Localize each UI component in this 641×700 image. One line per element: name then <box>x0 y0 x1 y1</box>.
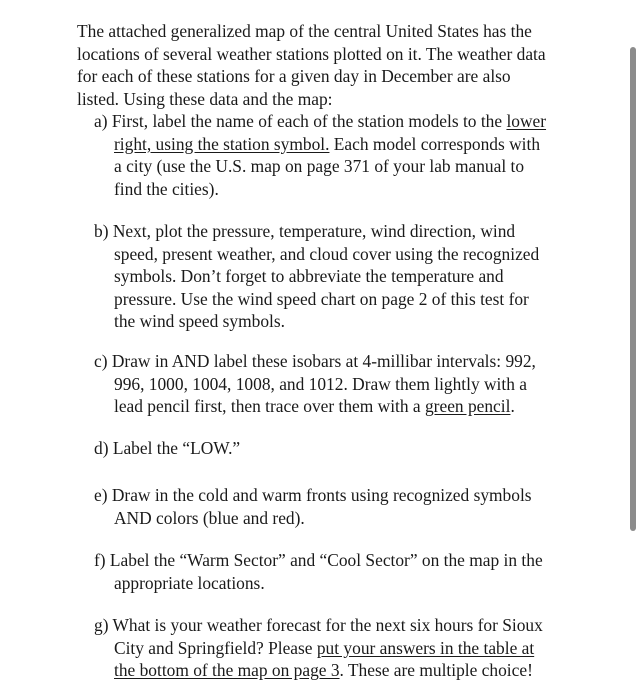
item-f <box>94 549 594 594</box>
item-a-text-1: a) First, label the name of each of the station models to the <box>94 111 507 131</box>
item-b-line-1: b) Next, plot the pressure, temperature, wind direction, wind <box>94 221 516 241</box>
item-e-line-1: e) Draw in the cold and warm fronts using recognized symbols <box>94 485 532 505</box>
item-g-text-2: City and Springfield? Please <box>114 637 317 658</box>
item-d <box>94 437 594 460</box>
item-a-line-2 <box>94 133 594 156</box>
item-g-underline-2: put your answers in the table at <box>316 637 535 658</box>
item-c-text-3: lead pencil first, then trace over them with a <box>114 396 425 417</box>
item-c-underline-3: green pencil <box>424 396 511 417</box>
item-a-line-3: a city (use the U.S. map on page 371 of your lab manual to <box>114 156 525 177</box>
item-e-line-2: AND colors (blue and red). <box>114 507 305 528</box>
item-g-line-3 <box>94 659 594 682</box>
intro-line-1: The attached generalized map of the central United States has the <box>77 21 532 41</box>
item-g-line-2 <box>94 637 594 660</box>
item-f-line-2: appropriate locations. <box>114 572 265 593</box>
item-a-line-4: find the cities). <box>114 178 219 199</box>
item-a-text-2: Each model corresponds with <box>329 133 541 154</box>
item-c <box>94 350 594 418</box>
item-d-line-1: d) Label the “LOW.” <box>94 438 241 458</box>
item-a <box>94 110 594 200</box>
item-c-line-3 <box>94 395 594 418</box>
intro-line-4: listed. Using these data and the map: <box>77 88 333 109</box>
item-b-line-2: speed, present weather, and cloud cover using the recognized <box>114 243 540 264</box>
item-b <box>94 220 594 333</box>
item-g <box>94 614 594 682</box>
intro-paragraph <box>77 20 592 110</box>
item-c-line-2: 996, 1000, 1004, 1008, and 1012. Draw them lightly with a <box>114 373 527 394</box>
item-b-line-3: symbols. Don’t forget to abbreviate the temperature and <box>114 266 504 287</box>
intro-line-3: for each of these stations for a given day in December are also <box>77 66 511 87</box>
item-c-text-3b: . <box>510 396 515 417</box>
item-a-underline-2: right, using the station symbol. <box>114 133 330 154</box>
item-g-underline-3: the bottom of the map on page 3 <box>114 660 340 681</box>
vertical-scrollbar[interactable] <box>630 47 636 531</box>
item-c-line-1: c) Draw in AND label these isobars at 4-millibar intervals: 992, <box>94 351 536 371</box>
item-f-line-1: f) Label the “Warm Sector” and “Cool Sector” on the map in the <box>94 550 543 570</box>
item-a-underline-1: lower <box>506 111 547 131</box>
item-g-line-1: g) What is your weather forecast for the next six hours for Sioux <box>94 615 543 635</box>
item-b-line-5: the wind speed symbols. <box>114 311 285 332</box>
item-a-line-1 <box>94 110 594 133</box>
intro-line-2: locations of several weather stations plotted on it. The weather data <box>77 43 546 64</box>
item-e <box>94 484 594 529</box>
item-g-text-3: . These are multiple choice! <box>339 660 533 681</box>
item-b-line-4: pressure. Use the wind speed chart on page 2 of this test for <box>114 288 529 309</box>
